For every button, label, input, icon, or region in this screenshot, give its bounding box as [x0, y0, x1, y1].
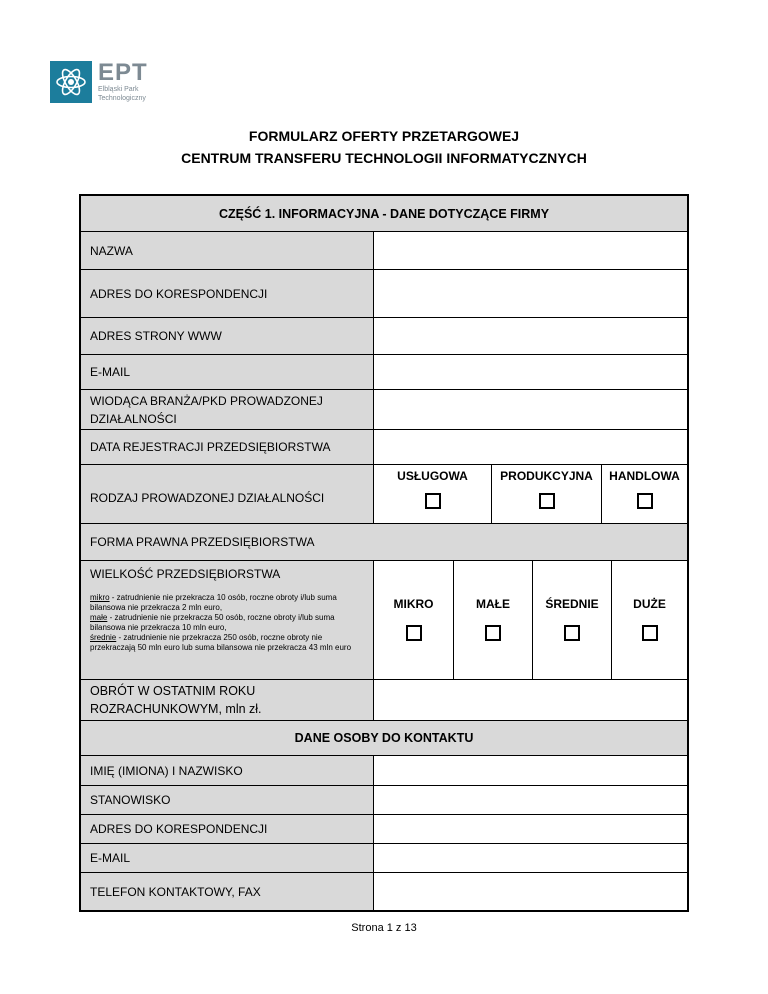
row-company-size [81, 561, 687, 680]
row-contact-position [81, 786, 687, 815]
row-activity-type [81, 465, 687, 524]
size-option-label: ŚREDNIE [545, 597, 599, 611]
size-option-male [453, 561, 532, 679]
section2-header: DANE OSOBY DO KONTAKTU [81, 721, 687, 756]
size-option-duze [611, 561, 687, 679]
turnover-label: OBRÓT W OSTATNIM ROKU ROZRACHUNKOWYM, mln zł. [81, 680, 374, 720]
male-definition: - zatrudnienie nie przekracza 50 osób, roczne obroty i/lub suma bilansowa nie przekracza 10 mln euro, [90, 613, 335, 632]
row-company-email [81, 355, 687, 390]
page-number: Strona 1 z 13 [351, 922, 417, 934]
company-address-label: ADRES DO KORESPONDENCJI [81, 270, 374, 317]
form-title: FORMULARZ OFERTY PRZETARGOWEJ [248, 128, 520, 144]
turnover-field[interactable] [374, 680, 687, 720]
mikro-checkbox[interactable] [406, 625, 422, 641]
activity-option-production [491, 465, 601, 523]
contact-position-label: STANOWISKO [81, 786, 374, 814]
size-option-label: MIKRO [393, 597, 434, 611]
size-option-srednie [532, 561, 611, 679]
activity-option-services [374, 465, 491, 523]
row-registration-date [81, 430, 687, 465]
row-turnover [81, 680, 687, 721]
section1-header: CZĘŚĆ 1. INFORMACYJNA - DANE DOTYCZĄCE FIRMY [81, 196, 687, 232]
production-checkbox[interactable] [539, 493, 555, 509]
contact-phone-field[interactable] [374, 873, 687, 910]
activity-type-label: RODZAJ PROWADZONEJ DZIAŁALNOŚCI [81, 465, 374, 523]
duze-checkbox[interactable] [642, 625, 658, 641]
contact-name-field[interactable] [374, 756, 687, 785]
company-address-field[interactable] [374, 270, 687, 317]
row-contact-name [81, 756, 687, 786]
size-option-label: MAŁE [476, 597, 510, 611]
row-industry [81, 390, 687, 430]
srednie-checkbox[interactable] [564, 625, 580, 641]
mikro-term: mikro [90, 593, 110, 602]
size-options [374, 561, 687, 679]
male-term: małe [90, 613, 108, 622]
company-name-field[interactable] [374, 232, 687, 269]
size-option-label: DUŻE [633, 597, 666, 611]
activity-option-label: HANDLOWA [609, 469, 680, 483]
company-size-label-cell [81, 561, 374, 679]
activity-option-trade [601, 465, 687, 523]
srednie-term: średnie [90, 633, 117, 642]
offer-form [79, 194, 689, 912]
logo-brand: EPT [98, 59, 148, 86]
row-company-address [81, 270, 687, 318]
row-legal-form [81, 524, 687, 561]
activity-option-label: USŁUGOWA [397, 469, 468, 483]
srednie-definition: - zatrudnienie nie przekracza 250 osób, roczne obroty nie przekraczają 50 mln euro lub suma bilansowa nie przekracza 43 mln euro [90, 633, 352, 652]
contact-name-label: IMIĘ (IMIONA) I NAZWISKO [81, 756, 374, 785]
company-name-label: NAZWA [81, 232, 374, 269]
company-email-field[interactable] [374, 355, 687, 389]
row-company-name [81, 232, 687, 270]
form-subtitle: CENTRUM TRANSFERU TECHNOLOGII INFORMATYCZNYCH [181, 150, 587, 166]
logo-subtitle-2: Technologiczny [98, 95, 146, 102]
trade-checkbox[interactable] [637, 493, 653, 509]
contact-position-field[interactable] [374, 786, 687, 814]
company-email-label: E-MAIL [81, 355, 374, 389]
contact-email-label: E-MAIL [81, 844, 374, 872]
industry-field[interactable] [374, 390, 687, 429]
contact-address-field[interactable] [374, 815, 687, 843]
contact-email-field[interactable] [374, 844, 687, 872]
legal-form-label: FORMA PRAWNA PRZEDSIĘBIORSTWA [90, 535, 315, 549]
contact-address-label: ADRES DO KORESPONDENCJI [81, 815, 374, 843]
registration-date-field[interactable] [374, 430, 687, 464]
row-website [81, 318, 687, 355]
row-contact-address [81, 815, 687, 844]
services-checkbox[interactable] [425, 493, 441, 509]
row-contact-email [81, 844, 687, 873]
atom-icon [50, 61, 92, 103]
row-contact-phone [81, 873, 687, 910]
male-checkbox[interactable] [485, 625, 501, 641]
activity-options [374, 465, 687, 523]
contact-phone-label: TELEFON KONTAKTOWY, FAX [81, 873, 374, 910]
registration-date-label: DATA REJESTRACJI PRZEDSIĘBIORSTWA [81, 430, 374, 464]
logo-subtitle-1: Elbląski Park [98, 86, 139, 93]
industry-label: WIODĄCA BRANŻA/PKD PROWADZONEJ DZIAŁALNOŚCI [81, 390, 374, 429]
company-size-label: WIELKOŚĆ PRZEDSIĘBIORSTWA [90, 567, 281, 581]
activity-option-label: PRODUKCYJNA [500, 469, 593, 483]
mikro-definition: - zatrudnienie nie przekracza 10 osób, roczne obroty i/lub suma bilansowa nie przekracza 2 mln euro, [90, 593, 337, 612]
website-label: ADRES STRONY WWW [81, 318, 374, 354]
website-field[interactable] [374, 318, 687, 354]
ept-logo [50, 60, 180, 104]
size-option-mikro [374, 561, 453, 679]
size-definitions [90, 593, 369, 653]
